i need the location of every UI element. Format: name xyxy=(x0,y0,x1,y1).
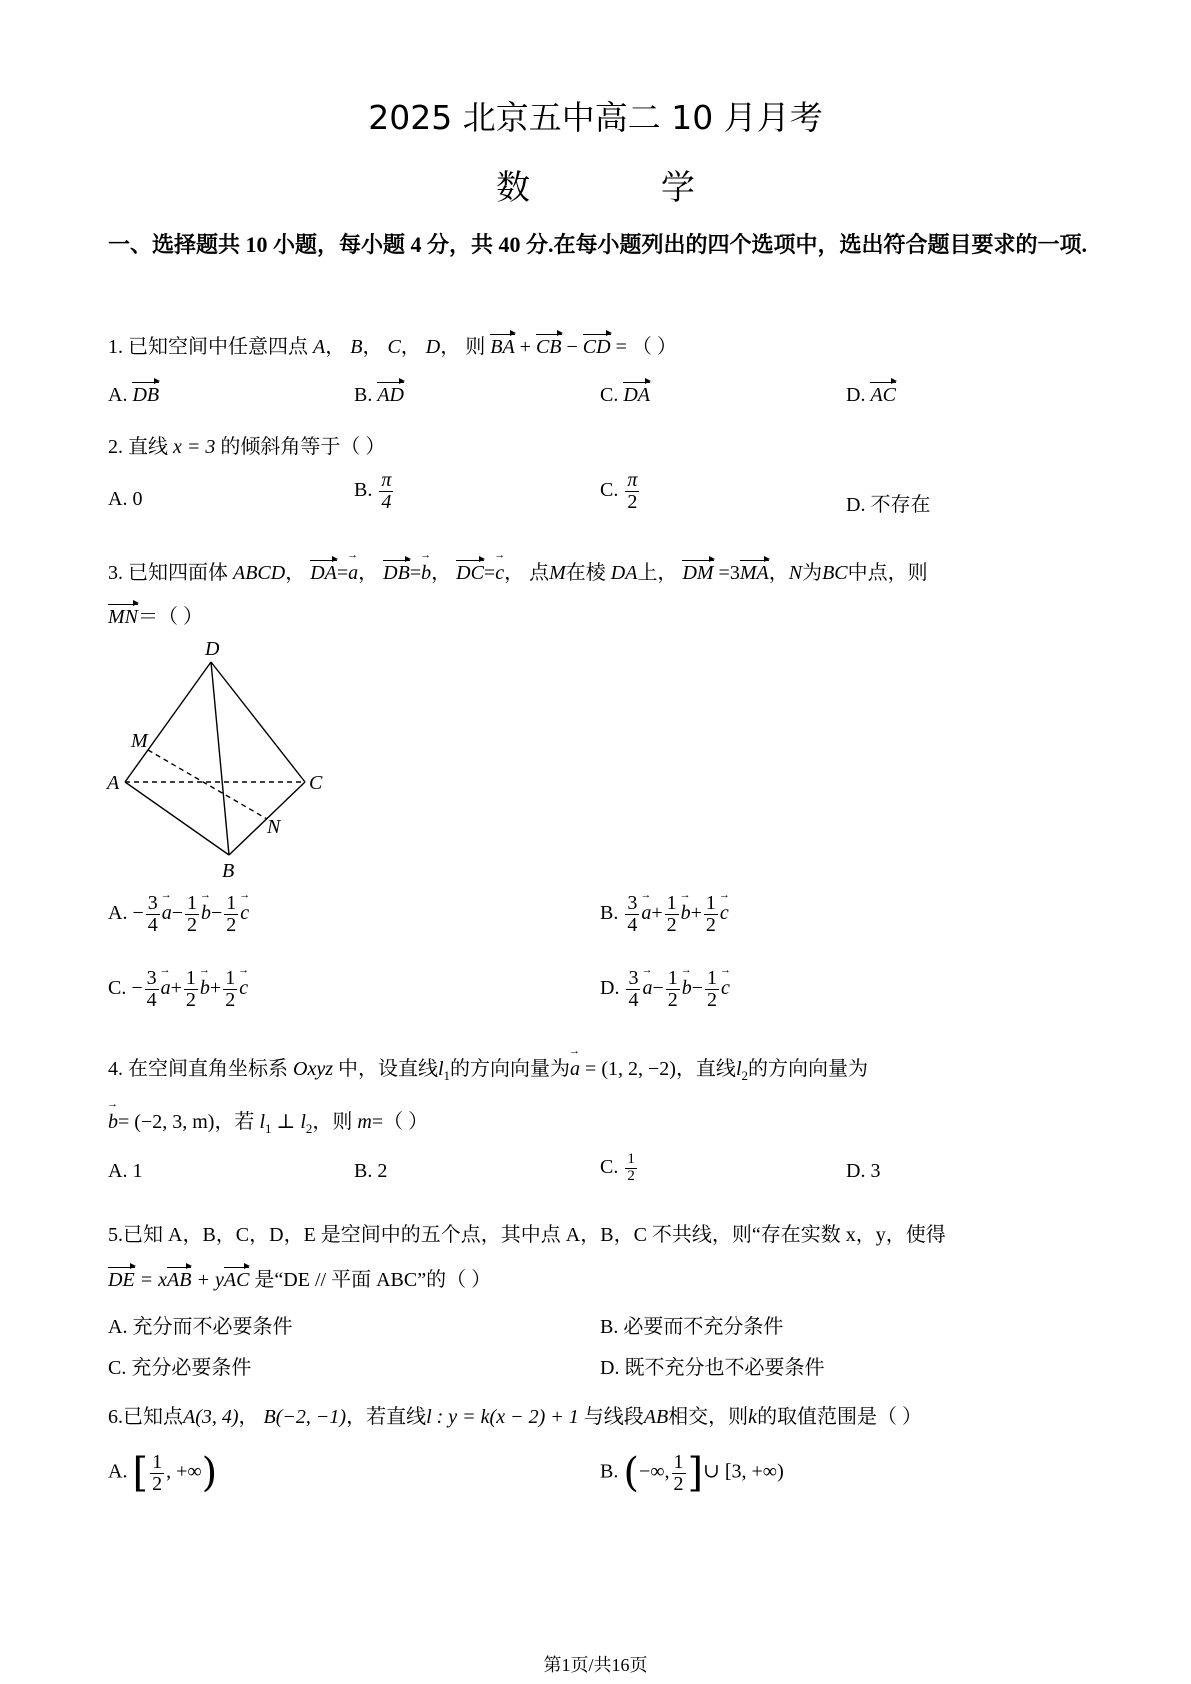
q3-option-d: D. $\frac{3}{4}$ a →− $\frac{1}{2}$ b →− $\frac{1}{2}$ c → xyxy=(600,968,730,1011)
q2-option-c: C. $\frac{\pi}{2}$ xyxy=(600,469,638,513)
q3-option-b: B. $\frac{3}{4}$ a →+ $\frac{1}{2}$ b →+ $\frac{1}{2}$ c → xyxy=(600,893,729,936)
q5-option-c: C. 充分必要条件 xyxy=(108,1357,252,1379)
q3-option-c: C. − $\frac{3}{4}$ a →+ $\frac{1}{2}$ b →+ $\frac{1}{2}$ c → xyxy=(108,968,248,1011)
question-5-line2: DE = xAB + yAC 是“DE // 平面 ABC”的（ ） xyxy=(108,1263,1088,1292)
q1-option-c: C. DA xyxy=(600,380,650,407)
question-3-line2: MN＝（ ） xyxy=(108,600,1088,629)
q3-option-a: A. − $\frac{3}{4}$ a →− $\frac{1}{2}$ b →− $\frac{1}{2}$ c → xyxy=(108,893,249,936)
label-M: M xyxy=(131,730,148,752)
edge-AB xyxy=(125,782,229,855)
edge-DC xyxy=(211,662,305,782)
page-footer: 第1页/共16页 xyxy=(543,1655,648,1675)
section-heading: 一、选择题共 10 小题，每小题 4 分，共 40 分.在每小题列出的四个选项中，选出符合题目要求的一项. xyxy=(108,232,1088,257)
q2-option-d: D. 不存在 xyxy=(846,494,931,516)
label-B: B xyxy=(222,860,235,882)
question-5: 5.已知 A，B，C，D，E 是空间中的五个点，其中点 A，B，C 不共线，则“存在实数 x，y，使得 xyxy=(108,1224,946,1246)
q5-option-d: D. 既不充分也不必要条件 xyxy=(600,1357,825,1379)
edge-DA xyxy=(125,662,211,782)
q1-option-b: B. AD xyxy=(354,380,404,407)
question-4: 4. 在空间直角坐标系 Oxyz 中，设直线$l_1$的方向向量为a → = (1, 2, −2)，直线$l_2$的方向向量为 xyxy=(108,1052,1088,1084)
q4-option-b: B. 2 xyxy=(354,1160,388,1182)
edge-DB xyxy=(211,662,229,855)
question-6: 6.已知点A(3, 4)， B(−2, −1)，若直线l : y = k(x − 2) + 1 与线段AB相交，则k的取值范围是（ ） xyxy=(108,1406,923,1428)
label-N: N xyxy=(267,816,281,838)
q4-option-c: C. $\frac{1}{2}$ xyxy=(600,1151,635,1184)
q2-option-a: A. 0 xyxy=(108,488,143,510)
label-D: D xyxy=(205,638,220,660)
segment-MN xyxy=(148,750,267,819)
label-C: C xyxy=(309,772,323,794)
question-4-line2: b →= (−2, 3, m)，若 $l_1$ ⊥ $l_2$，则 m=（ ） xyxy=(108,1105,1088,1137)
q1-option-a: A. DB xyxy=(108,380,159,407)
q5-option-b: B. 必要而不充分条件 xyxy=(600,1316,784,1338)
q2-option-b: B. $\frac{\pi}{4}$ xyxy=(354,469,392,513)
page-title: 2025 北京五中高二 10 月月考 xyxy=(368,98,823,137)
question-2: 2. 直线 x = 3 的倾斜角等于（ ） xyxy=(108,436,386,458)
tetrahedron-figure xyxy=(105,635,335,885)
q6-option-a: A. [ $\frac{1}{2}$ , +∞) xyxy=(108,1450,218,1496)
q1-option-d: D. AC xyxy=(846,380,896,407)
subject-title: 数 学 xyxy=(496,168,755,208)
q6-option-b: B. (−∞, $\frac{1}{2}$ ]∪ [3, +∞) xyxy=(600,1450,784,1496)
label-A: A xyxy=(107,772,120,794)
question-3: 3. 已知四面体 ABCD， DA=a →， DB=b →， DC=c →， 点M在棱 DA上， DM =3MA，N为BC中点，则 xyxy=(108,556,1088,585)
question-1: 1. 已知空间中任意四点 A， B， C， D， 则 BA + CB − CD = （ ） xyxy=(108,330,1088,359)
q4-option-d: D. 3 xyxy=(846,1160,881,1182)
q5-option-a: A. 充分而不必要条件 xyxy=(108,1316,293,1338)
q4-option-a: A. 1 xyxy=(108,1160,143,1182)
